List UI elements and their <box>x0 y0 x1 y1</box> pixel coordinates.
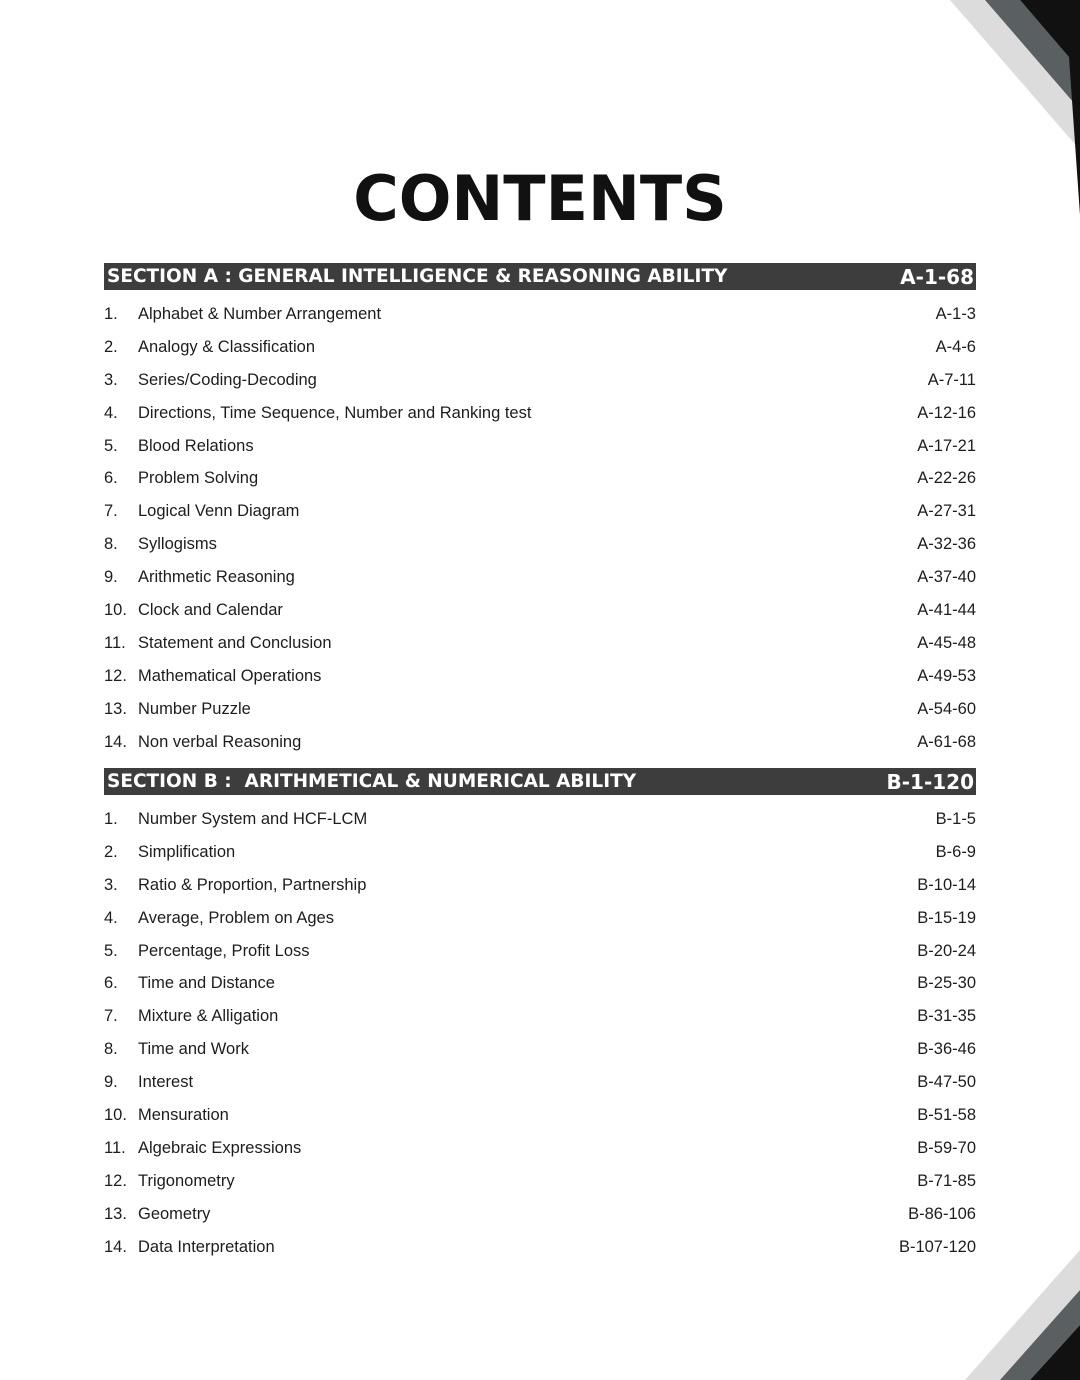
entry-topic: Time and Distance <box>138 974 275 993</box>
entry-pages: B-36-46 <box>917 1040 976 1059</box>
entry-topic: Ratio & Proportion, Partnership <box>138 875 367 894</box>
section-b-range: B-1-120 <box>886 769 974 794</box>
toc-entry <box>104 836 976 869</box>
toc-entry <box>104 561 976 594</box>
section-b-list <box>104 803 976 1263</box>
entry-topic: Mensuration <box>138 1105 229 1124</box>
entry-number: 3. <box>104 370 118 389</box>
entry-topic: Trigonometry <box>138 1171 235 1190</box>
toc-entry <box>104 1132 976 1165</box>
entry-number: 10. <box>104 1105 127 1124</box>
entry-number: 11. <box>104 1138 126 1157</box>
page-title: CONTENTS <box>353 162 727 235</box>
entry-topic: Arithmetic Reasoning <box>138 568 295 587</box>
entry-pages: A-61-68 <box>917 732 976 751</box>
entry-topic: Number System and HCF-LCM <box>138 809 368 828</box>
entry-number: 5. <box>104 941 118 960</box>
entry-number: 11. <box>104 633 126 652</box>
entry-topic: Analogy & Classification <box>138 337 316 356</box>
toc-entry <box>104 660 976 693</box>
entry-pages: B-1-5 <box>935 809 976 828</box>
entry-topic: Data Interpretation <box>138 1237 275 1256</box>
toc-entry <box>104 331 976 364</box>
toc-entry <box>104 1231 976 1264</box>
entry-pages: B-25-30 <box>917 974 976 993</box>
toc-entry <box>104 1033 976 1066</box>
entry-number: 7. <box>104 1007 118 1026</box>
entry-pages: B-71-85 <box>917 1171 976 1190</box>
entry-pages: A-1-3 <box>935 304 976 323</box>
entry-pages: A-7-11 <box>927 370 976 389</box>
entry-topic: Problem Solving <box>138 469 259 488</box>
entry-pages: A-22-26 <box>917 469 976 488</box>
toc-entry <box>104 1066 976 1099</box>
toc-entry <box>104 803 976 836</box>
entry-number: 3. <box>104 875 118 894</box>
entry-number: 6. <box>104 469 118 488</box>
entry-number: 2. <box>104 842 118 861</box>
entry-topic: Blood Relations <box>138 436 254 455</box>
toc-entry <box>104 1165 976 1198</box>
toc-entry <box>104 1099 976 1132</box>
entry-number: 9. <box>104 568 118 587</box>
entry-topic: Interest <box>138 1073 194 1092</box>
entry-pages: A-45-48 <box>917 633 976 652</box>
section-b-heading: SECTION B : ARITHMETICAL & NUMERICAL ABILITY <box>107 771 637 792</box>
toc-entry <box>104 902 976 935</box>
entry-number: 9. <box>104 1073 118 1092</box>
entry-pages: A-49-53 <box>917 666 976 685</box>
entry-topic: Average, Problem on Ages <box>138 908 334 927</box>
entry-pages: B-15-19 <box>917 908 976 927</box>
toc-entry <box>104 397 976 430</box>
toc-entry <box>104 1198 976 1231</box>
entry-pages: A-4-6 <box>935 337 976 356</box>
entry-pages: A-37-40 <box>917 568 976 587</box>
toc-entry <box>104 726 976 759</box>
entry-number: 6. <box>104 974 118 993</box>
entry-pages: A-27-31 <box>917 502 976 521</box>
entry-topic: Geometry <box>138 1204 211 1223</box>
entry-number: 12. <box>104 1171 127 1190</box>
toc-entry <box>104 1000 976 1033</box>
entry-topic: Series/Coding-Decoding <box>138 370 317 389</box>
entry-topic: Directions, Time Sequence, Number and Ranking test <box>138 403 532 422</box>
toc-entry <box>104 869 976 902</box>
entry-topic: Non verbal Reasoning <box>138 732 302 751</box>
entry-pages: B-59-70 <box>917 1138 976 1157</box>
entry-number: 12. <box>104 666 127 685</box>
entry-topic: Alphabet & Number Arrangement <box>138 304 382 323</box>
section-b-header <box>104 768 976 795</box>
entry-topic: Algebraic Expressions <box>138 1138 302 1157</box>
toc-entry <box>104 935 976 968</box>
entry-pages: B-6-9 <box>935 842 976 861</box>
entry-pages: A-32-36 <box>917 535 976 554</box>
section-a-list <box>104 298 976 758</box>
entry-pages: A-41-44 <box>917 600 976 619</box>
entry-number: 1. <box>104 809 118 828</box>
entry-number: 14. <box>104 1237 127 1256</box>
entry-topic: Simplification <box>138 842 236 861</box>
entry-pages: B-107-120 <box>898 1237 976 1256</box>
entry-pages: B-20-24 <box>917 941 976 960</box>
entry-pages: B-51-58 <box>917 1105 976 1124</box>
entry-pages: B-10-14 <box>917 875 976 894</box>
entry-number: 7. <box>104 502 118 521</box>
entry-topic: Logical Venn Diagram <box>138 502 300 521</box>
entry-pages: A-54-60 <box>917 699 976 718</box>
toc-entry <box>104 495 976 528</box>
entry-number: 14. <box>104 732 127 751</box>
entry-topic: Statement and Conclusion <box>138 633 332 652</box>
entry-topic: Time and Work <box>138 1040 249 1059</box>
toc-entry <box>104 364 976 397</box>
entry-number: 10. <box>104 600 127 619</box>
entry-number: 8. <box>104 535 118 554</box>
toc-entry <box>104 967 976 1000</box>
toc-entry <box>104 430 976 463</box>
entry-pages: B-86-106 <box>908 1204 976 1223</box>
entry-number: 5. <box>104 436 118 455</box>
section-a-header <box>104 263 976 290</box>
entry-topic: Mathematical Operations <box>138 666 322 685</box>
entry-pages: A-12-16 <box>917 403 976 422</box>
entry-number: 4. <box>104 908 118 927</box>
entry-number: 13. <box>104 1204 127 1223</box>
entry-number: 4. <box>104 403 118 422</box>
entry-number: 8. <box>104 1040 118 1059</box>
toc-entry <box>104 528 976 561</box>
toc-entry <box>104 627 976 660</box>
entry-pages: B-47-50 <box>917 1073 976 1092</box>
section-a-range: A-1-68 <box>900 264 974 289</box>
entry-number: 1. <box>104 304 118 323</box>
entry-topic: Percentage, Profit Loss <box>138 941 310 960</box>
entry-topic: Number Puzzle <box>138 699 251 718</box>
entry-topic: Mixture & Alligation <box>138 1007 279 1026</box>
toc-entry <box>104 594 976 627</box>
entry-topic: Clock and Calendar <box>138 600 283 619</box>
section-a-heading: SECTION A : GENERAL INTELLIGENCE & REASONING ABILITY <box>107 266 728 287</box>
entry-number: 13. <box>104 699 127 718</box>
entry-number: 2. <box>104 337 118 356</box>
entry-pages: B-31-35 <box>917 1007 976 1026</box>
toc-entry <box>104 462 976 495</box>
toc-entry <box>104 298 976 331</box>
entry-pages: A-17-21 <box>917 436 976 455</box>
toc-entry <box>104 693 976 726</box>
entry-topic: Syllogisms <box>138 535 217 554</box>
